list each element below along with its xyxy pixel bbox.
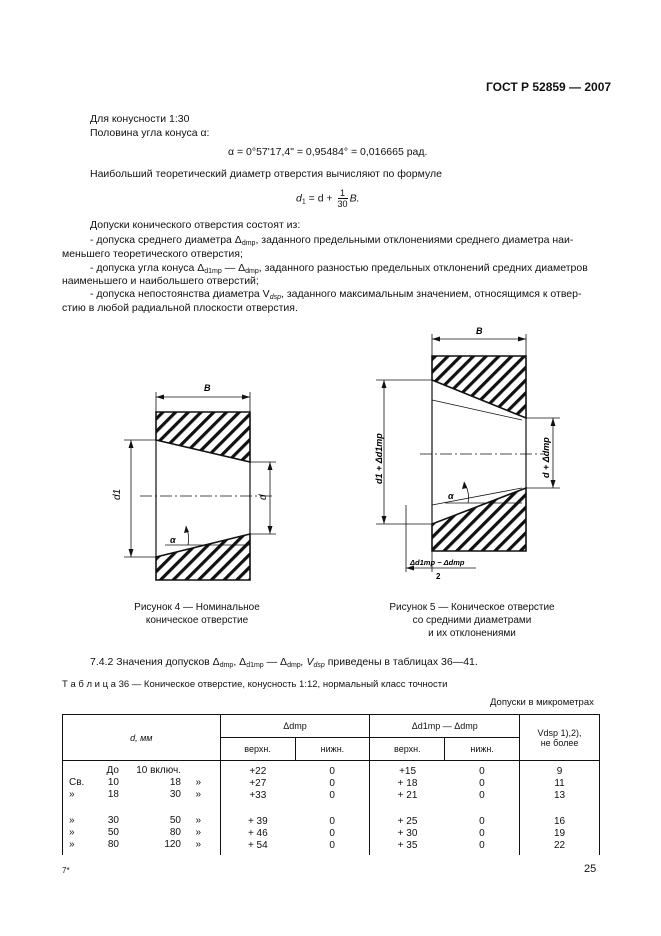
fig5-lower-hatch bbox=[432, 488, 526, 551]
range-q: » bbox=[195, 815, 201, 826]
range-to: 10 включ. bbox=[136, 765, 181, 776]
range-from: 18 bbox=[107, 789, 119, 800]
range-from: До bbox=[106, 765, 119, 776]
header-dmp-text: Δdmp bbox=[283, 721, 307, 731]
section-text-e: приведены в таблицах 36—41. bbox=[324, 656, 478, 668]
fraction-denominator: 30 bbox=[337, 199, 348, 209]
item2-text-b: , заданного разностью предельных отклонений средних диаметров bbox=[258, 262, 588, 274]
cell-l1: 0 bbox=[329, 827, 335, 839]
cell-l2: 0 bbox=[479, 789, 485, 801]
cell-u1: +33 bbox=[220, 789, 295, 801]
item3-text-b: , заданного максимальным значением, относящимся к отвер- bbox=[280, 288, 582, 300]
cell-l2: 0 bbox=[479, 765, 485, 777]
spacer-cell bbox=[295, 851, 370, 855]
section-text-d: , V bbox=[300, 656, 314, 668]
spacer-cell bbox=[220, 851, 295, 855]
header-vdsp-text2: не более bbox=[540, 737, 579, 748]
section-7-4-2 bbox=[90, 655, 478, 673]
cell-v: 22 bbox=[520, 839, 600, 851]
cell-l2: 0 bbox=[479, 827, 485, 839]
cell-diameter-range bbox=[63, 761, 221, 778]
table-row bbox=[63, 789, 600, 801]
fig5-label-d: d + Δdmp bbox=[541, 437, 551, 478]
fig4-label-d1: d1 bbox=[112, 488, 123, 500]
table-bottom-spacer bbox=[63, 851, 600, 855]
tolerance-item-3-cont: стию в любой радиальной плоскости отверстия. bbox=[62, 302, 298, 314]
fig5-caption-line3: и их отклонениями bbox=[428, 628, 516, 639]
item3-sub: dsp bbox=[269, 294, 281, 301]
fraction-numerator: 1 bbox=[338, 188, 348, 199]
formula-d-sub: 1 bbox=[301, 198, 306, 206]
fig4-label-b: B bbox=[204, 383, 211, 393]
table-title: Т а б л и ц а 36 — Коническое отверстие, конусность 1:12, нормальный класс точности bbox=[62, 679, 448, 690]
range-q: » bbox=[195, 827, 201, 838]
item2-text-a: - допуска угла конуса Δ bbox=[90, 262, 205, 274]
cell-u1: + 39 bbox=[220, 801, 295, 827]
item2-sub1: d1mp bbox=[204, 268, 222, 275]
cell-l1: 0 bbox=[329, 839, 335, 851]
cell-u2: + 35 bbox=[370, 839, 445, 851]
cell-u2: +15 bbox=[370, 761, 445, 778]
cell-u1: + 46 bbox=[220, 827, 295, 839]
section-text-b: , Δ bbox=[233, 656, 247, 668]
header-vdsp bbox=[520, 715, 600, 761]
formula-eq: = d + bbox=[308, 192, 333, 205]
figure-4-caption bbox=[112, 601, 282, 627]
cell-diameter-range bbox=[63, 789, 221, 801]
figures-drawing bbox=[0, 320, 661, 620]
max-diameter-text: Наибольший теоретический диаметр отверстия вычисляют по формуле bbox=[90, 168, 442, 180]
cell-v: 13 bbox=[520, 789, 600, 801]
item3-text-a: - допуска непостоянства диаметра V bbox=[90, 288, 270, 300]
item2-sub2: dmp bbox=[245, 268, 259, 275]
section-text-c: — Δ bbox=[263, 656, 288, 668]
half-angle-label: Половина угла конуса α: bbox=[90, 127, 210, 139]
header-d bbox=[63, 715, 221, 761]
figure-5-drawing bbox=[374, 326, 560, 581]
cell-u2: + 25 bbox=[370, 801, 445, 827]
section-sub1: dmp bbox=[219, 662, 234, 669]
section-sub3: dmp bbox=[287, 662, 301, 669]
header-dmp-lower: нижн. bbox=[295, 738, 370, 761]
header-d-text: d, мм bbox=[130, 732, 153, 743]
tolerance-table bbox=[62, 714, 600, 855]
section-sub4: dsp bbox=[313, 662, 325, 669]
cell-diameter-range bbox=[63, 839, 221, 851]
tolerance-item-1-cont: меньшего теоретического отверстия; bbox=[62, 248, 243, 260]
cell-l1: 0 bbox=[329, 815, 335, 827]
cell-v: 19 bbox=[520, 827, 600, 839]
table-row bbox=[63, 777, 600, 789]
table-row bbox=[63, 839, 600, 851]
range-q: » bbox=[195, 839, 201, 850]
section-text-a: 7.4.2 Значения допусков Δ bbox=[90, 656, 220, 668]
header-diff-lower: нижн. bbox=[445, 738, 520, 761]
range-from: 80 bbox=[107, 839, 119, 850]
range-p: Св. bbox=[69, 777, 85, 788]
formula-tail: B. bbox=[349, 192, 360, 205]
item1-sub: dmp bbox=[241, 240, 256, 247]
header-diff-text: Δd1mp — Δdmp bbox=[411, 721, 478, 731]
fig5-label-alpha: α bbox=[448, 491, 454, 501]
footer-mark: 7* bbox=[62, 866, 70, 875]
fig5-caption-line1: Рисунок 5 — Коническое отверстие bbox=[389, 602, 555, 613]
header-vdsp-text: Vdsp 1),2), bbox=[537, 727, 582, 738]
range-from: 30 bbox=[107, 815, 119, 826]
table-row bbox=[63, 761, 600, 778]
cell-u1: +22 bbox=[220, 761, 295, 778]
cell-l1: 0 bbox=[329, 765, 335, 777]
range-q: » bbox=[195, 789, 201, 800]
cell-v: 11 bbox=[520, 777, 600, 789]
fig5-label-diff: Δd1mp − Δdmp bbox=[410, 558, 465, 567]
cell-u2: + 30 bbox=[370, 827, 445, 839]
formula-fraction bbox=[338, 188, 348, 209]
alpha-formula: α = 0°57'17,4" = 0,95484° = 0,016665 рад. bbox=[228, 146, 428, 158]
figure-5-caption bbox=[372, 601, 572, 640]
cell-diameter-range bbox=[63, 827, 221, 839]
fig5-caption-line2: со средними диаметрами bbox=[412, 615, 532, 626]
cell-u2: + 21 bbox=[370, 789, 445, 801]
cell-l2: 0 bbox=[479, 815, 485, 827]
range-from: 50 bbox=[107, 827, 119, 838]
formula-d: d bbox=[296, 192, 302, 205]
fig5-label-d1: d1 + Δd1mp bbox=[374, 433, 384, 484]
cell-u1: + 54 bbox=[220, 839, 295, 851]
table-units: Допуски в микрометрах bbox=[490, 697, 594, 708]
fig4-caption-line2: коническое отверстие bbox=[145, 615, 249, 626]
cell-l1: 0 bbox=[329, 789, 335, 801]
range-to: 80 bbox=[169, 827, 181, 838]
table-row bbox=[63, 801, 600, 827]
fig5-upper-hatch bbox=[432, 356, 526, 418]
range-p: » bbox=[69, 789, 75, 800]
range-from: 10 bbox=[107, 777, 119, 788]
spacer-cell bbox=[520, 851, 600, 855]
fig4-caption-line1: Рисунок 4 — Номинальное bbox=[134, 602, 260, 613]
cell-v: 9 bbox=[520, 761, 600, 778]
section-sub2: d1mp bbox=[246, 662, 264, 669]
cell-diameter-range bbox=[63, 801, 221, 827]
fig4-upper-hatch bbox=[156, 412, 250, 462]
spacer-cell bbox=[63, 851, 221, 855]
table-row bbox=[63, 827, 600, 839]
tolerance-item-2-cont: наименьшего и наибольшего отверстий; bbox=[62, 275, 259, 287]
cell-diameter-range bbox=[63, 777, 221, 789]
header-dmp-upper: верхн. bbox=[220, 738, 295, 761]
range-to: 30 bbox=[169, 789, 181, 800]
header-diff-upper: верхн. bbox=[370, 738, 445, 761]
fig4-label-alpha: α bbox=[170, 535, 176, 545]
cell-l2: 0 bbox=[479, 839, 485, 851]
range-to: 18 bbox=[169, 777, 181, 788]
fig4-label-d: d bbox=[258, 494, 269, 500]
cell-u1: +27 bbox=[220, 777, 295, 789]
cell-v: 16 bbox=[520, 801, 600, 827]
document-code: ГОСТ Р 52859 — 2007 bbox=[486, 80, 612, 94]
range-to: 120 bbox=[164, 839, 181, 850]
figure-4-drawing bbox=[112, 383, 276, 580]
item1-text-b: , заданного предельными отклонениями среднего диаметра наи- bbox=[255, 234, 574, 246]
diameter-formula bbox=[296, 188, 359, 209]
cell-u2: + 18 bbox=[370, 777, 445, 789]
page-number: 25 bbox=[584, 863, 597, 875]
fig5-label-two: 2 bbox=[436, 572, 441, 581]
fig5-label-b: B bbox=[476, 326, 483, 336]
cell-l2: 0 bbox=[479, 777, 485, 789]
cell-l1: 0 bbox=[329, 777, 335, 789]
range-p: » bbox=[69, 815, 75, 826]
header-dmp bbox=[220, 715, 370, 738]
range-p: » bbox=[69, 827, 75, 838]
item1-text-a: - допуска среднего диаметра Δ bbox=[90, 234, 242, 246]
range-to: 50 bbox=[169, 815, 181, 826]
range-p: » bbox=[69, 839, 75, 850]
taper-title: Для конусности 1:30 bbox=[90, 113, 190, 125]
tolerances-intro: Допуски конического отверстия состоят из: bbox=[90, 219, 301, 231]
item2-mid: — Δ bbox=[221, 262, 246, 274]
range-q: » bbox=[195, 777, 201, 788]
header-diff bbox=[370, 715, 520, 738]
spacer-cell bbox=[445, 851, 520, 855]
spacer-cell bbox=[370, 851, 445, 855]
